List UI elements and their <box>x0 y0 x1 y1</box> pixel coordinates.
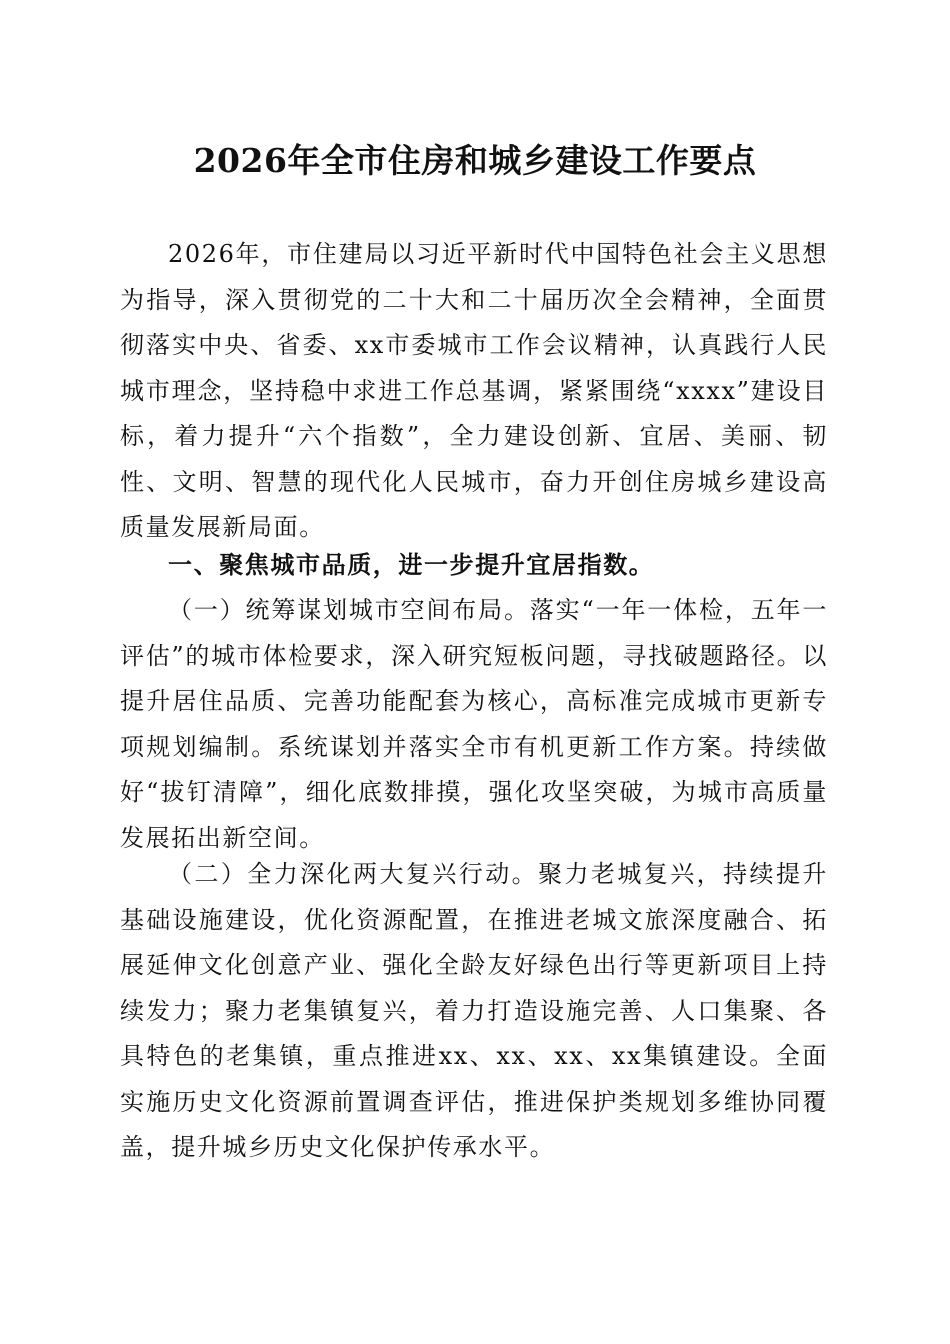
subsection-paragraph-1: （一）统筹谋划城市空间布局。落实“一年一体检，五年一评估”的城市体检要求，深入研究短板问题，寻找破题路径。以提升居住品质、完善功能配套为核心，高标准完成城市更新专项规划编制。系统谋划并落实全市有机更新工作方案。持续做好“拔钉清障”，细化底数排摸，强化攻坚突破，为城市高质量发展拓出新空间。 <box>120 596 828 852</box>
section-heading-1: 一、聚焦城市品质，进一步提升宜居指数。 <box>168 550 655 579</box>
subsection-paragraph-2: （二）全力深化两大复兴行动。聚力老城复兴，持续提升基础设施建设，优化资源配置，在推进老城文旅深度融合、拓展延伸文化创意产业、强化全龄友好绿色出行等更新项目上持续发力；聚力老集镇复兴，着力打造设施完善、人口集聚、各具特色的老集镇，重点推进xx、xx、xx、xx集镇建设。全面实施历史文化资源前置调查评估，推进保护类规划多维协同覆盖，提升城乡历史文化保护传承水平。 <box>120 860 828 1161</box>
intro-paragraph: 2026年，市住建局以习近平新时代中国特色社会主义思想为指导，深入贯彻党的二十大和二十届历次全会精神，全面贯彻落实中央、省委、xx市委城市工作会议精神，认真践行人民城市理念，坚持稳中求进工作总基调，紧紧围绕“xxxx”建设目标，着力提升“六个指数”，全力建设创新、宜居、美丽、韧性、文明、智慧的现代化人民城市，奋力开创住房城乡建设高质量发展新局面。 <box>120 240 828 541</box>
document-title: 2026年全市住房和城乡建设工作要点 <box>193 141 757 180</box>
